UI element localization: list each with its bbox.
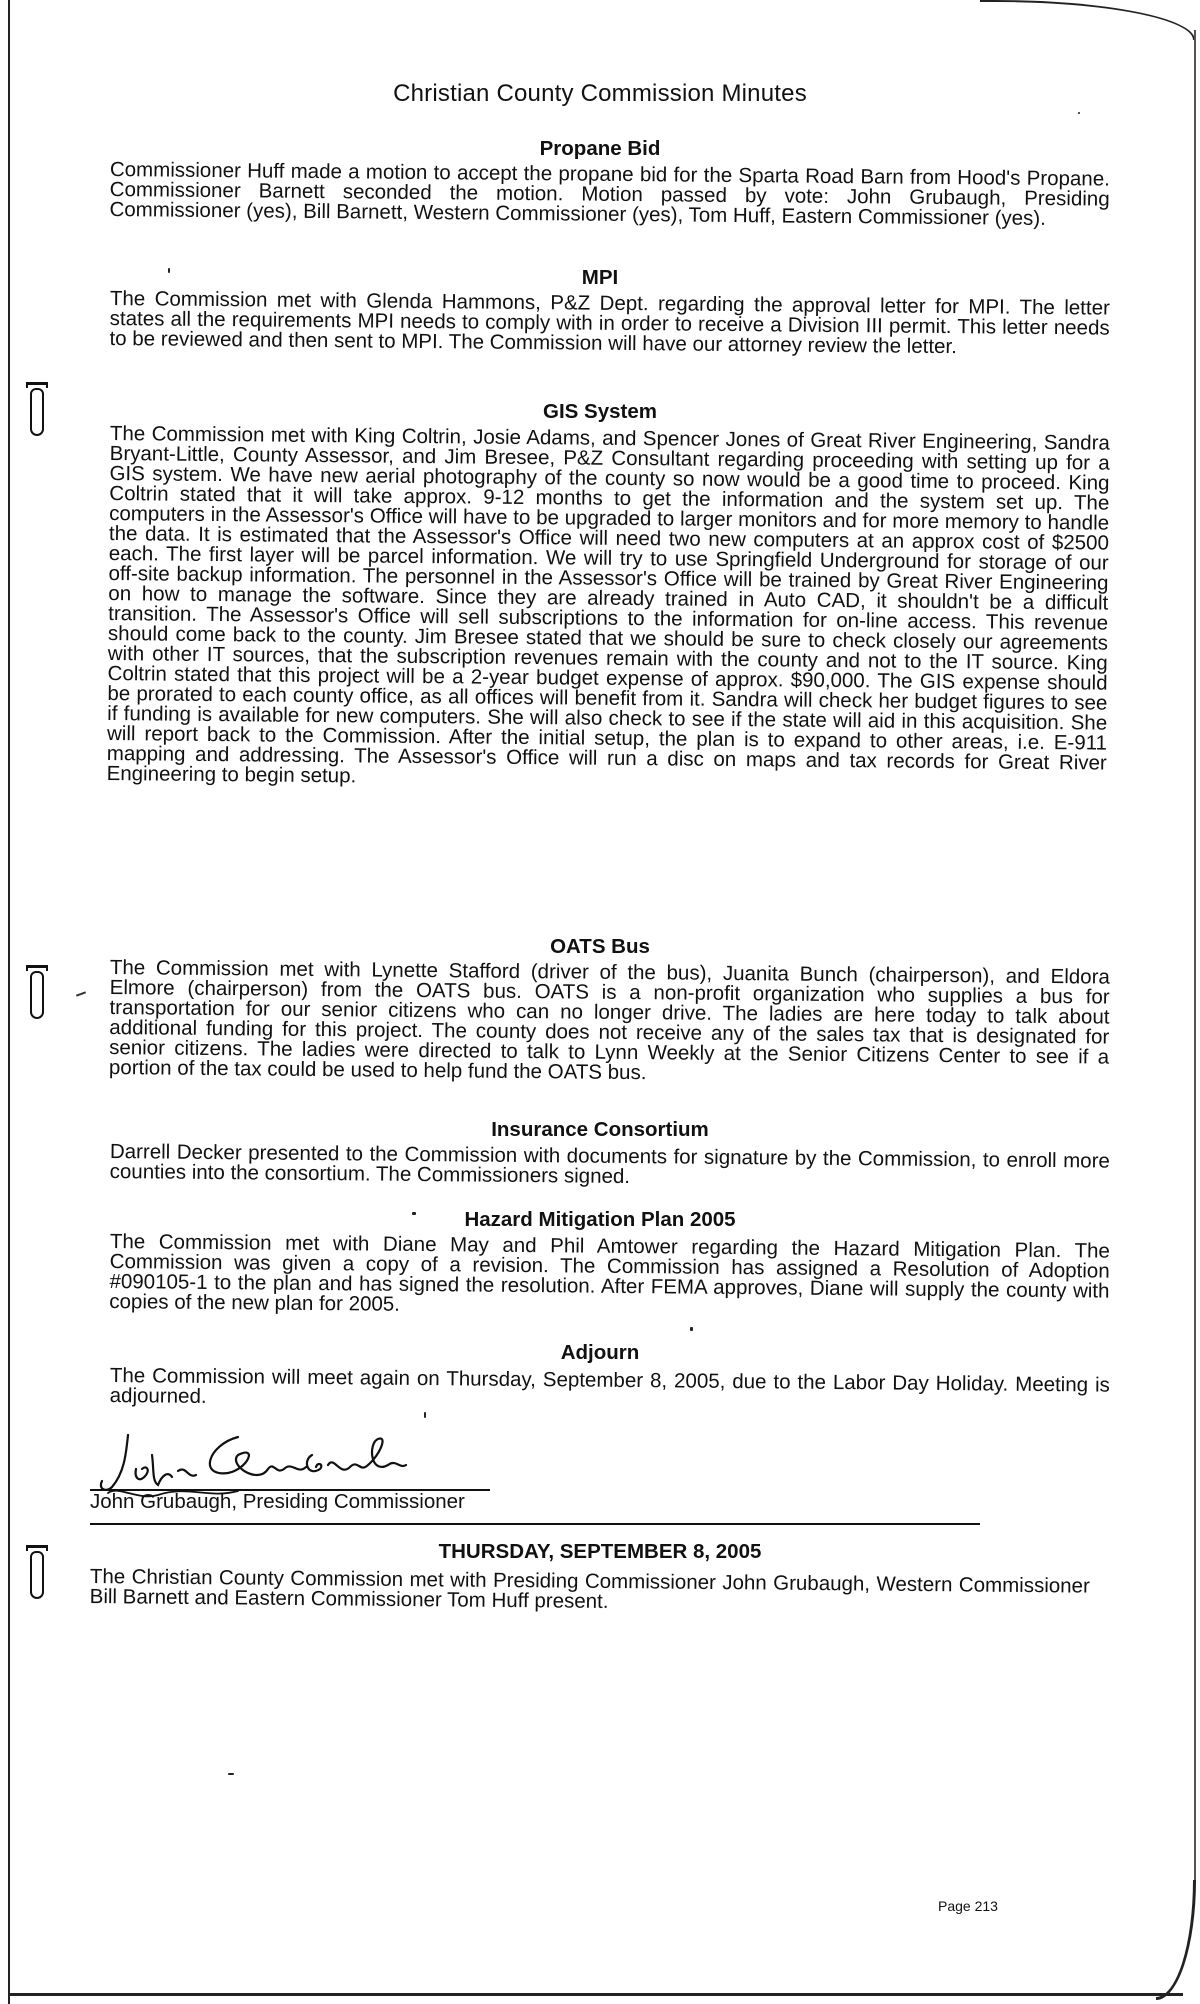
scan-edge-bottom-curl xyxy=(1156,1880,1196,2000)
section-heading-gis-system: GIS System xyxy=(543,400,657,423)
document-title: Christian County Commission Minutes xyxy=(393,80,807,107)
section-heading-oats-bus: OATS Bus xyxy=(550,935,650,958)
next-meeting-body: The Christian County Commission met with Presiding Commissioner John Grubaugh, Western Commissioner Bill Barnett and Eastern Commissioner Tom Huff present. xyxy=(89,1565,1090,1613)
section-body-propane-bid: Commissioner Huff made a motion to accept the propane bid for the Sparta Road Barn from Hood's Propane. Commissioner Barnett seconded the motion. Motion passed by vote: John Grubaugh, Presiding Commissioner (yes), Bill Barnett, Western Commissioner (yes), Tom Huff, Eastern Commissioner (yes). xyxy=(109,158,1110,230)
scan-speck xyxy=(168,268,170,273)
section-body-mpi: The Commission met with Glenda Hammons, P&Z Dept. regarding the approval letter for MPI. The letter states all the requirements MPI needs to comply with in order to receive a Division III permit. This letter needs to be reviewed and then sent to MPI. The Commission will have our attorney review the letter. xyxy=(109,287,1110,359)
scan-speck xyxy=(1078,112,1080,114)
signature-caption: John Grubaugh, Presiding Commissioner xyxy=(90,1490,465,1513)
scan-speck xyxy=(412,1212,416,1215)
scan-speck xyxy=(228,1773,234,1775)
section-heading-propane-bid: Propane Bid xyxy=(539,137,661,160)
section-heading-mpi: MPI xyxy=(581,266,619,289)
page-number: Page 213 xyxy=(938,1898,998,1914)
section-heading-adjourn: Adjourn xyxy=(560,1341,640,1364)
section-body-gis-system: The Commission met with King Coltrin, Josie Adams, and Spencer Jones of Great River Engineering, Sandra Bryant-Little, County Assessor, and Jim Bresee, P&Z Consultant regarding proceeding with setting up for a GIS system. We have new aerial photography of the county so now would be a good time to proceed. King Coltrin stated that it will take approx. 9-12 months to get the information and the system set up. The computers in the Assessor's Office will have to be upgraded to larger monitors and for more memory to handle the data. It is estimated that the Assessor's Office will need two new computers at an approx cost of $2500 each. The first layer will be parcel information. We will try to use Springfield Underground for storage of our off-site backup information. The personnel in the Assessor's Office will be trained by Great River Engineering on how to manage the software. Since they are already trained in Auto CAD, it shouldn't be a difficult transition. The Assessor's Office will sell subscriptions to the information for on-line access. This revenue should come back to the county. Jim Bresee stated that we should be sure to check closely our agreements with other IT sources, that the subscription revenues remain with the county and not to the IT source. King Coltrin stated that this project will be a 2-year budget expense of approx. $90,000. The GIS expense should be prorated to each county office, as all offices will benefit from it. Sandra will check her budget figures to see if funding is available for new computers. She will also check to see if the state will aid in this acquisition. She will report back to the Commission. After the initial setup, the plan is to expand to other areas, i.e. E-911 mapping and addressing. The Assessor's Office will run a disc on maps and tax records for Great River Engineering to begin setup. xyxy=(106,422,1110,788)
next-meeting-heading: THURSDAY, SEPTEMBER 8, 2005 xyxy=(438,1540,762,1563)
scan-edge-left xyxy=(8,0,10,2004)
binder-clip-icon xyxy=(26,965,48,1025)
section-heading-hazard-mitigation-plan: Hazard Mitigation Plan 2005 xyxy=(464,1208,736,1231)
section-body-oats-bus: The Commission met with Lynette Stafford (driver of the bus), Juanita Bunch (chairperson), and Eldora Elmore (chairperson) from the OATS bus. OATS is a non-profit organization who supplies a bus for transportation for our senior citizens who can no longer drive. The ladies are here today to talk about additional funding for this project. The county does not receive any of the sales tax that is designated for senior citizens. The ladies were directed to talk to Lynn Weekly at the Senior Citizens Center to see if a portion of the tax could be used to help fund the OATS bus. xyxy=(108,956,1110,1085)
section-body-insurance-consortium: Darrell Decker presented to the Commission with documents for signature by the Commission, to enroll more counties into the consortium. The Commissioners signed. xyxy=(109,1140,1110,1188)
scan-speck xyxy=(424,1412,426,1418)
section-body-hazard-mitigation-plan: The Commission met with Diane May and Phil Amtower regarding the Hazard Mitigation Plan. The Commission was given a copy of a revision. The Commission has assigned a Resolution of Adoption #090105-1 to the plan and has signed the resolution. After FEMA approves, Diane will supply the county with copies of the new plan for 2005. xyxy=(109,1230,1110,1316)
section-divider xyxy=(90,1523,980,1525)
scan-edge-bottom xyxy=(8,1993,1183,1996)
scan-speck xyxy=(690,1327,693,1331)
section-heading-insurance-consortium: Insurance Consortium xyxy=(491,1118,709,1141)
scan-edge-top-curl xyxy=(980,0,1195,40)
section-body-adjourn: The Commission will meet again on Thursday, September 8, 2005, due to the Labor Day Holiday. Meeting is adjourned. xyxy=(109,1364,1110,1408)
